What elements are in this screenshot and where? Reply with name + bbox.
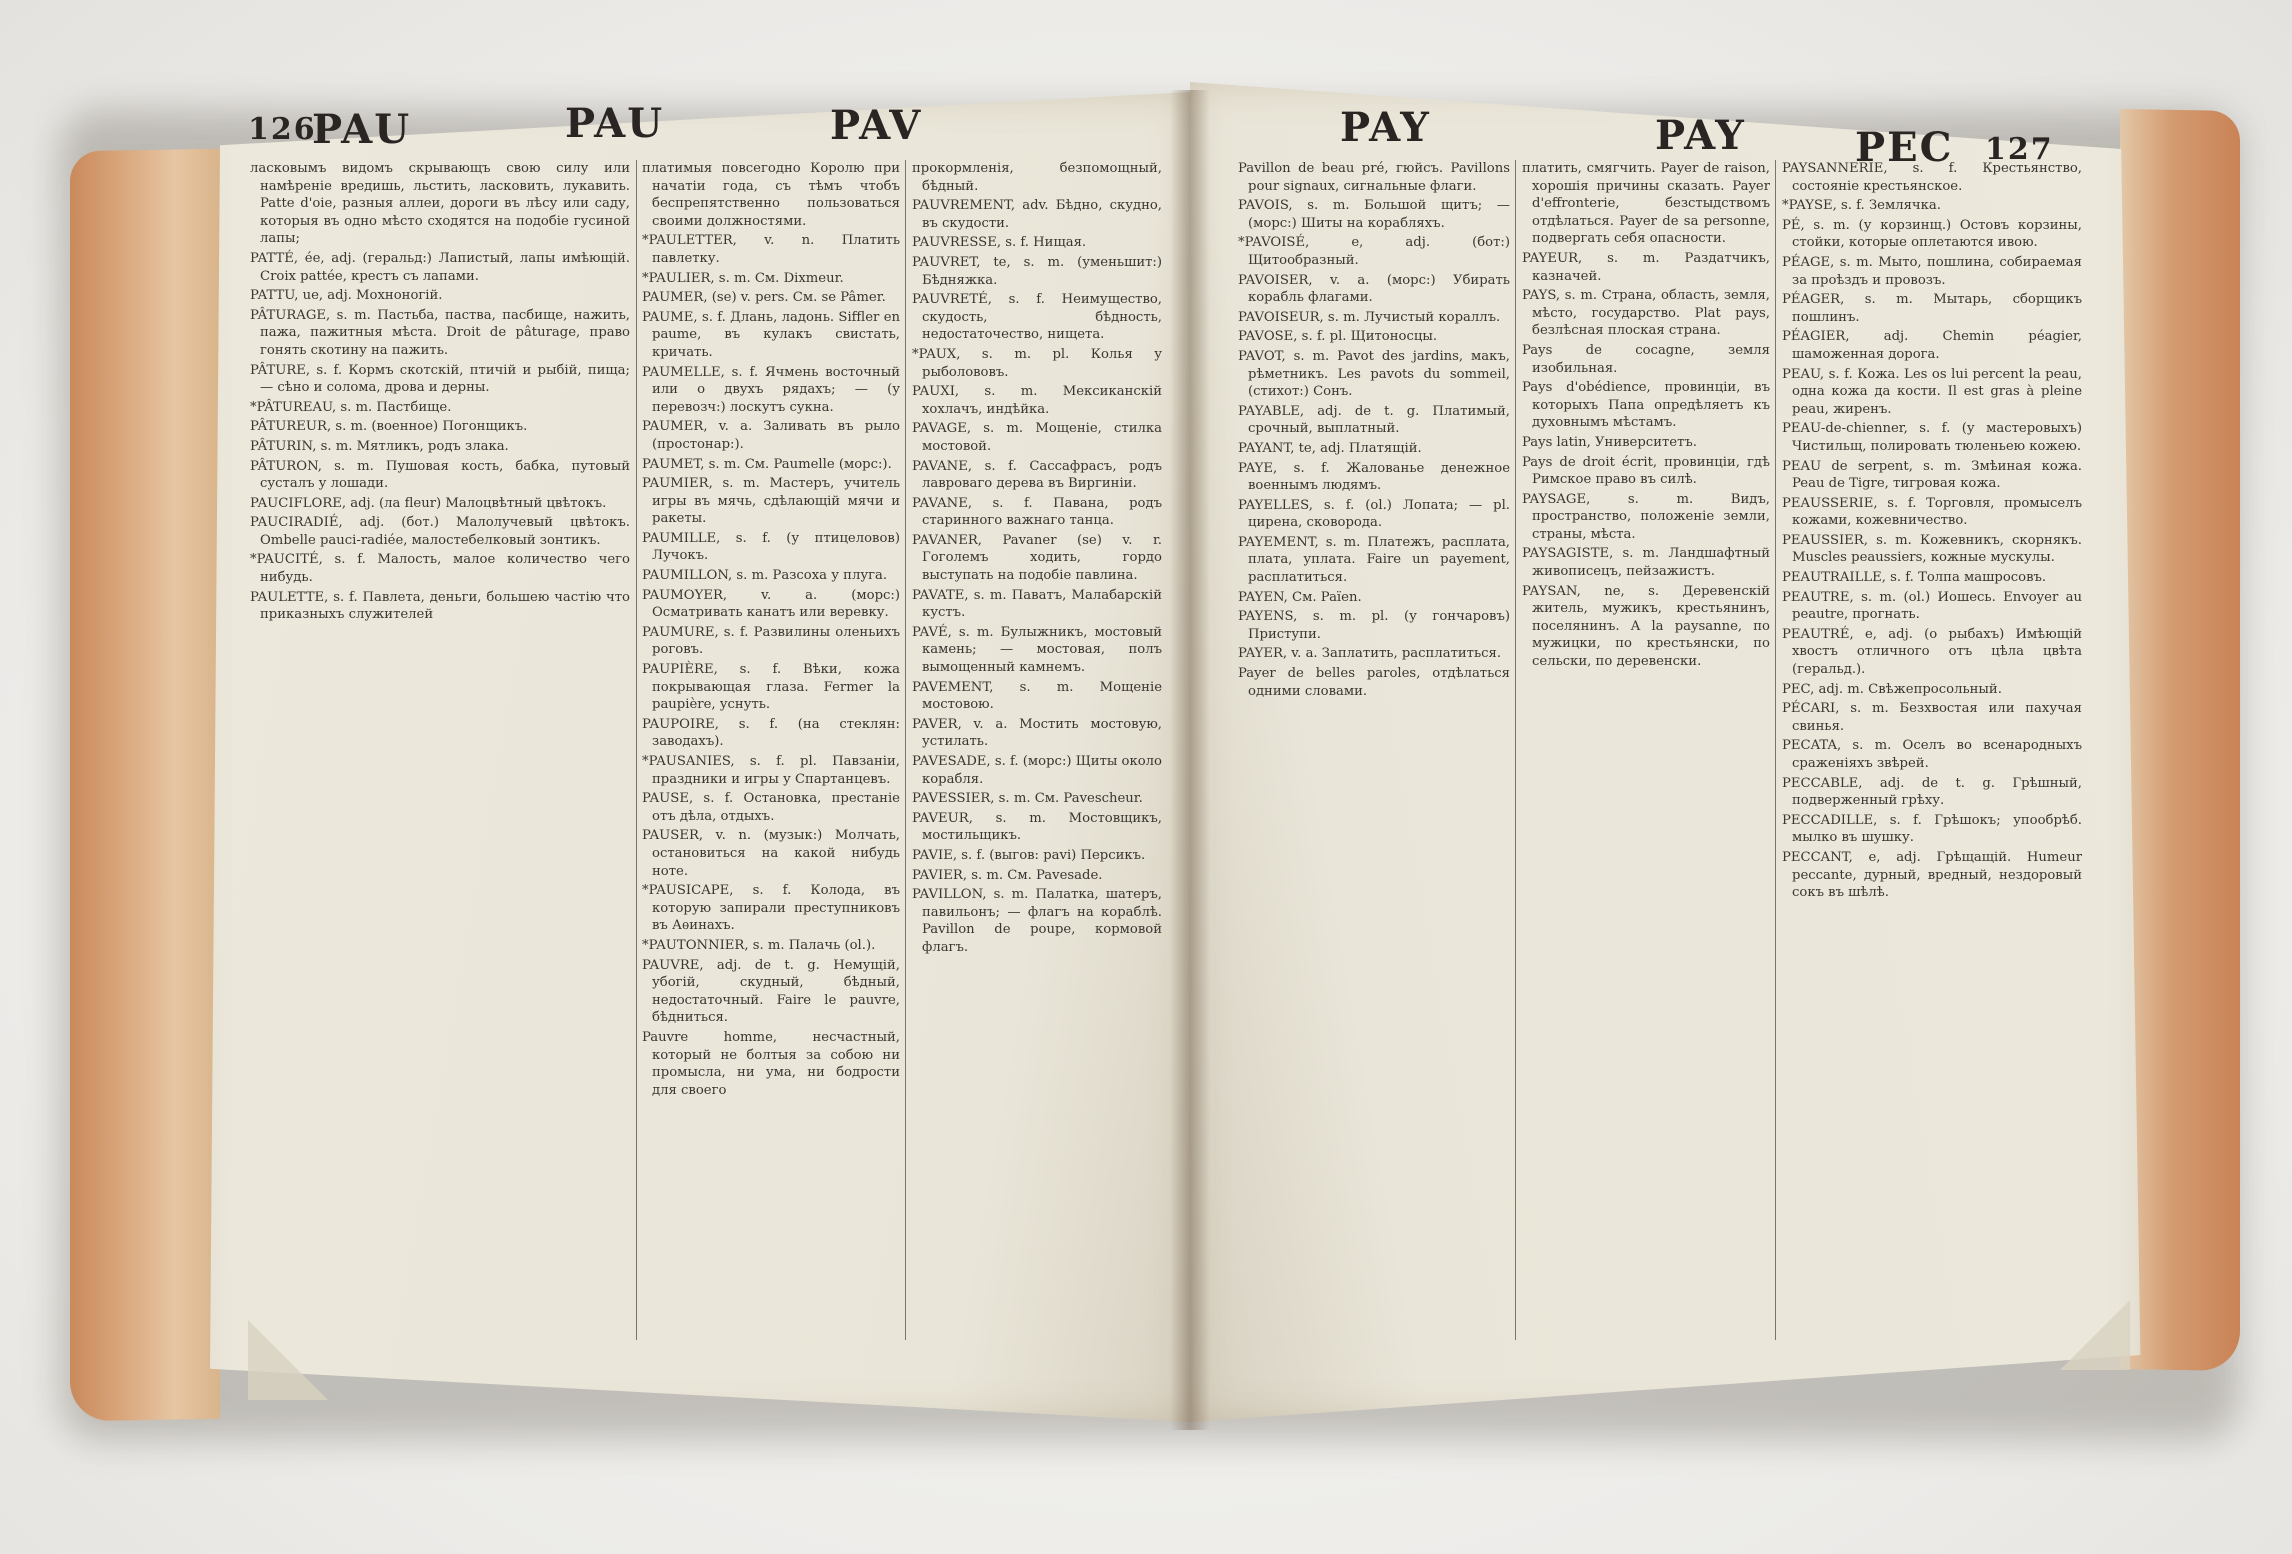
entry: PAVÉ, s. m. Булыжникъ, мостовый камень; — мостовая, полъ вымощенный камнемъ.	[912, 624, 1162, 676]
column-rule-right-1	[1515, 160, 1516, 1340]
guide-word-right-1: PAY	[1340, 104, 1431, 151]
entry: PAYSAGISTE, s. m. Ландшафтный живописецъ, пейзажистъ.	[1522, 546, 1770, 580]
entry: PAYS, s. m. Страна, область, земля, мѣсто, государство. Plat pays, безлѣсная плоская страна.	[1522, 288, 1770, 339]
entry: PÂTURIN, s. m. Мятликъ, родъ злака.	[250, 438, 509, 454]
entry: PEAUTRÉ, e, adj. (о рыбахъ) Имѣющій хвостъ отличного отъ цѣла цвѣта (геральд.).	[1782, 626, 2082, 678]
entry: PECCABLE, adj. de t. g. Грѣшный, подверженный грѣху.	[1782, 775, 2082, 809]
entry: PECCADILLE, s. f. Грѣшокъ; упообрѣб. мылко въ шушку.	[1782, 812, 2082, 846]
left-column-3	[912, 160, 1162, 1340]
entry: PAYSANNERIE, s. f. Крестьянство, состояніе крестьянское.	[1782, 161, 2082, 194]
entry: PAUVRE, adj. de t. g. Немущій, убогій, скудный, бѣдный, недостаточный. Faire le pauvre, бѣдниться.	[642, 957, 900, 1026]
left-column-1	[250, 160, 630, 1340]
entry: PAYER, v. a. Заплатить, расплатиться.	[1238, 646, 1502, 662]
entry: *PAULETTER, v. n. Платить павлетку.	[642, 233, 900, 266]
entry: PAUXI, s. m. Мексиканскій хохлачъ, индѣйка.	[912, 384, 1162, 417]
entry: платимыя повсегодно Королю при начатіи года, съ тѣмъ чтобъ беспрепятственно пользоваться своими должностями.	[642, 161, 900, 229]
entry: PAVESADE, s. f. (морс:) Щиты около корабля.	[912, 754, 1162, 787]
entry: PEAUTRE, s. m. (ol.) Иошесь. Envoyer au peautre, прогнать.	[1782, 589, 2082, 623]
entry: *PAUTONNIER, s. m. Палачь (ol.).	[642, 937, 876, 953]
folded-page-corner-left	[248, 1320, 328, 1400]
entry: PAUCIRADIÉ, adj. (бот.) Малолучевый цвѣтокъ. Ombelle pauci-radiée, малостебелковый зонтикъ.	[250, 515, 630, 548]
entry: Pays d'obédience, провинціи, въ которыхъ Папа опредѣляетъ къ духовнымъ мѣстамъ.	[1522, 380, 1770, 431]
column-rule-left-1	[636, 160, 637, 1340]
entry: PAUMOYER, v. a. (морс:) Осматривать канатъ или веревку.	[642, 587, 900, 621]
entry: PEAU, s. f. Кожа. Les os lui percent la peau, одна кожа да кости. Il est gras à pleine peau, жиренъ.	[1782, 366, 2082, 417]
entry: PAUMILLON, s. m. Разсоха у плуга.	[642, 568, 888, 584]
entry: Pays latin, Университетъ.	[1522, 434, 1697, 450]
guide-word-left-2: PAU	[565, 100, 665, 147]
entry: PAYELLES, s. f. (ol.) Лопата; — pl. цирена, сковорода.	[1238, 497, 1510, 531]
right-column-1	[1238, 160, 1510, 1340]
entry: *PAVOISÉ, e, adj. (бот:) Щитообразный.	[1238, 235, 1510, 268]
entry: прокормленія, безпомощный, бѣдный.	[912, 161, 1162, 194]
entry: PECATA, s. m. Оселъ во всенародныхъ сраженіяхъ звѣрей.	[1782, 738, 2082, 771]
guide-word-right-3: PEC	[1855, 124, 1954, 171]
entry: Pauvre homme, несчастный, который не болтыя за собою ни промысла, ни ума, ни бодрости для своего	[642, 1029, 900, 1098]
entry: PÂTURON, s. m. Пушовая кость, бабка, путовый сусталъ у лошади.	[250, 458, 630, 492]
page-number-right: 127	[1985, 132, 2054, 167]
entry: PECCANT, e, adj. Грѣщащій. Humeur peccante, дурный, вредный, нездоровый сокъ въ шѣлѣ.	[1782, 849, 2082, 901]
entry: PAYEUR, s. m. Раздатчикъ, казначей.	[1522, 250, 1770, 284]
entry: PAVESSIER, s. m. См. Pavescheur.	[912, 791, 1143, 807]
entry: PAYSAN, ne, s. Деревенскій житель, мужикъ, крестьянинъ, поселянинъ. A la paysanne, по мужицки, по крестьянски, по сельски, по деревенски.	[1522, 583, 1770, 670]
entry: PAUMURE, s. f. Развилины оленьихъ роговъ.	[642, 624, 900, 658]
entry: PAUMILLE, s. f. (у птицеловов) Лучокъ.	[642, 530, 900, 564]
entry: PÉAGIER, adj. Chemin péagier, шаможенная дорога.	[1782, 329, 2082, 362]
entry: Pays de cocagne, земля изобильная.	[1522, 342, 1770, 376]
left-column-2	[642, 160, 900, 1340]
entry: PÉAGER, s. m. Мытарь, сборщикъ пошлинъ.	[1782, 292, 2082, 325]
entry: PAUME, s. f. Длань, ладонь. Siffler en paume, въ кулакъ свистать, кричать.	[642, 309, 900, 360]
entry: PEAUTRAILLE, s. f. Толпа машросовъ.	[1782, 570, 2047, 586]
entry: PAVOIS, s. m. Большой щитъ; — (морс:) Шиты на корабляхъ.	[1238, 198, 1510, 231]
entry: PAVANER, Pavaner (se) v. r. Гоголемъ ходить, гордо выступать на подобіе павлина.	[912, 532, 1162, 584]
entry: PEAUSSERIE, s. f. Торговля, промыселъ кожами, кожевничество.	[1782, 495, 2082, 529]
entry: PAUPIÈRE, s. f. Вѣки, кожа покрывающая глаза. Fermer la paupière, уснуть.	[642, 662, 900, 713]
entry: PAVIE, s. f. (выгов: pavi) Персикъ.	[912, 847, 1146, 863]
entry: *PAUSANIES, s. f. pl. Павзаніи, праздники и игры у Спартанцевъ.	[642, 754, 900, 787]
entry: PEAU de serpent, s. m. Змѣиная кожа. Peau de Tigre, тигровая кожа.	[1782, 458, 2082, 492]
entry: PAUSE, s. f. Остановка, престаніе отъ дѣла, отдыхъ.	[642, 791, 900, 824]
entry: PAUMELLE, s. f. Ячмень восточный или о двухъ рядахъ; — (у перевозч:) лоскутъ сукна.	[642, 364, 900, 415]
entry: PEAUSSIER, s. m. Кожевникъ, скорнякъ. Muscles peaussiers, кожные мускулы.	[1782, 532, 2082, 566]
entry: Pays de droit écrit, провинціи, гдѣ Римское право въ силѣ.	[1522, 454, 1770, 488]
entry: PÉCARI, s. m. Безхвостая или пахучая свинья.	[1782, 701, 2082, 734]
entry: PATTÉ, ée, adj. (геральд:) Лапистый, лапы имѣющій. Croix pattée, крестъ съ лапами.	[250, 250, 630, 284]
column-rule-left-2	[905, 160, 906, 1340]
entry: *PAULIER, s. m. См. Dixmeur.	[642, 270, 844, 286]
book-gutter	[1170, 90, 1210, 1430]
book-page-edge-right	[2120, 109, 2240, 1371]
entry: PEC, adj. m. Свѣжепросольный.	[1782, 681, 2002, 697]
entry: PAVILLON, s. m. Палатка, шатеръ, павильонъ; — флагъ на кораблѣ. Pavillon de poupe, кормовой флагъ.	[912, 887, 1162, 955]
page-number-left: 126	[248, 112, 317, 147]
entry: PAUMER, v. a. Заливать въ рыло (простонар:).	[642, 419, 900, 452]
guide-word-left-3: PAV	[830, 102, 923, 149]
entry: PÂTURAGE, s. m. Пастьба, паства, пасбище, нажить, пажа, пажитныя мѣста. Droit de pâturage, право гонять скотину на пажить.	[250, 307, 630, 358]
guide-word-left-1: PAU	[312, 106, 412, 153]
entry: PAVOISEUR, s. m. Лучистый кораллъ.	[1238, 309, 1501, 325]
entry: PAUSER, v. n. (музык:) Молчать, остановиться на какой нибудь ноте.	[642, 828, 900, 879]
entry: Pavillon de beau pré, гюйсъ. Pavillons pour signaux, сигнальные флаги.	[1238, 161, 1510, 194]
entry: PAVEUR, s. m. Мостовщикъ, мостильщикъ.	[912, 810, 1162, 844]
entry: *PAUX, s. m. pl. Колья у рыболововъ.	[912, 346, 1162, 380]
right-column-3	[1782, 160, 2082, 1340]
entry: *PAYSE, s. f. Землячка.	[1782, 198, 1941, 214]
entry: PAYEN, См. Païen.	[1238, 589, 1362, 605]
entry: PAYANT, te, adj. Платящій.	[1238, 440, 1422, 456]
entry: PAVER, v. a. Мостить мостовую, устилать.	[912, 716, 1162, 750]
entry: *PAUSICAPE, s. f. Колода, въ которую запирали преступниковъ въ Аѳинахъ.	[642, 883, 900, 934]
entry: PAYENS, s. m. pl. (у гончаровъ) Приступи.	[1238, 609, 1510, 642]
entry: PAULETTE, s. f. Павлета, деньги, большею частію что приказныхъ служителей	[250, 589, 630, 623]
entry: PAUVRESSE, s. f. Нищая.	[912, 235, 1087, 251]
entry: PÉ, s. m. (у корзинщ.) Остовъ корзины, стойки, которые оплетаются ивою.	[1782, 217, 2082, 251]
entry: PAUMIER, s. m. Мастеръ, учитель игры въ мячь, сдѣлающій мячи и ракеты.	[642, 476, 900, 527]
entry: PAVOT, s. m. Pavot des jardins, макъ, рѣметникъ. Les pavots du sommeil, (стихот:) Сонъ.	[1238, 348, 1510, 400]
entry: PAUVRET, te, s. m. (уменьшит:) Бѣдняжка.	[912, 254, 1162, 288]
entry: платить, смягчить. Payer de raison, хорошія причины сказать. Payer d'effronterie, безстыдствомъ отдѣлаться. Payer de sa personne, подвергать себя опасности.	[1522, 161, 1770, 247]
entry: PAVOSE, s. f. pl. Щитоносцы.	[1238, 329, 1438, 345]
entry: PAUCIFLORE, adj. (ла fleur) Малоцвѣтный цвѣтокъ.	[250, 495, 607, 511]
folded-page-corner-right	[2060, 1300, 2130, 1370]
entry: PAUMER, (se) v. pers. См. se Pâmer.	[642, 290, 886, 306]
entry: PAYABLE, adj. de t. g. Платимый, срочный, выплатный.	[1238, 403, 1510, 437]
entry: PAYE, s. f. Жалованье денежное военнымъ людямъ.	[1238, 460, 1510, 494]
entry: PAUMET, s. m. См. Paumelle (морс:).	[642, 456, 892, 472]
entry: *PÂTUREAU, s. m. Пастбище.	[250, 399, 452, 415]
entry: PAVEMENT, s. m. Мощеніе мостовою.	[912, 679, 1162, 713]
entry: PAVOISER, v. a. (морс:) Убирать корабль флагами.	[1238, 272, 1510, 306]
entry: PAUPOIRE, s. f. (на стеклян: заводахъ).	[642, 716, 900, 750]
entry: PAVIER, s. m. См. Pavesade.	[912, 867, 1103, 883]
entry: PAYSAGE, s. m. Видъ, пространство, положеніе земли, страны, мѣста.	[1522, 491, 1770, 542]
entry: PÂTURE, s. f. Кормъ скотскій, птичій и рыбій, пища; — сѣно и солома, дрова и дерны.	[250, 362, 630, 396]
entry: PÂTUREUR, s. m. (военное) Погонщикъ.	[250, 419, 528, 435]
entry: PAVANE, s. f. Сассафрасъ, родъ лавроваго дерева въ Виргиніи.	[912, 458, 1162, 492]
entry: PAUVRETÉ, s. f. Неимущество, скудость, бѣдность, недостаточество, нищета.	[912, 292, 1162, 343]
entry: Payer de belles paroles, отдѣлаться одними словами.	[1238, 666, 1510, 699]
book-page-edge-left	[70, 149, 220, 1422]
guide-word-right-2: PAY	[1655, 112, 1746, 159]
entry: PAVATE, s. m. Паватъ, Малабарскій кустъ.	[912, 587, 1162, 621]
right-column-2	[1522, 160, 1770, 1340]
column-rule-right-2	[1775, 160, 1776, 1340]
entry: PAVANE, s. f. Павана, родъ старинного важнаго танца.	[912, 495, 1162, 529]
entry: *PAUCITÉ, s. f. Малость, малое количество чего нибудь.	[250, 552, 630, 586]
entry: ласковымъ видомъ скрывающъ свою силу или намѣреніе вредишь, льстить, ласковить, лукавить. Patte d'oie, разныя аллеи, дороги въ лѣсу или саду, которыя въ одно мѣсто сходятся на подобіе гусиной лапы;	[250, 161, 630, 247]
entry: PAVAGE, s. m. Мощеніе, стилка мостовой.	[912, 421, 1162, 454]
entry: PEAU-de-chienner, s. f. (у мастеровыхъ) Чистильщ, полировать тюленьею кожею.	[1782, 421, 2082, 454]
entry: PAUVREMENT, adv. Бѣдно, скудно, въ скудости.	[912, 198, 1162, 231]
entry: PÉAGE, s. m. Мыто, пошлина, собираемая за проѣздъ и провозъ.	[1782, 254, 2082, 288]
entry: PAYEMENT, s. m. Платежъ, расплата, плата, уплата. Faire un payement, расплатиться.	[1238, 534, 1510, 586]
entry: PATTU, ue, adj. Мохноногій.	[250, 288, 443, 304]
